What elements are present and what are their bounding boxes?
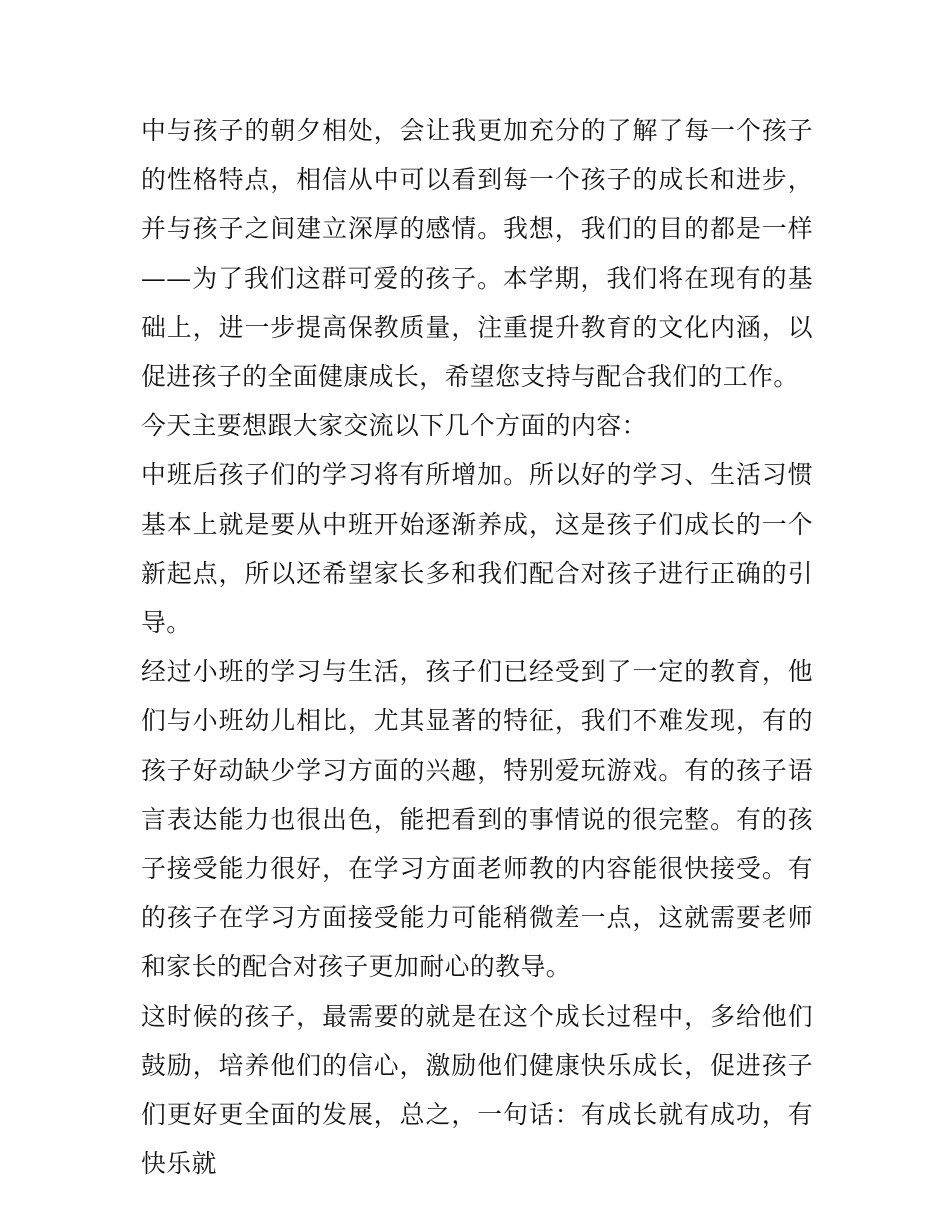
paragraph-5: 这时候的孩子，最需要的就是在这个成长过程中，多给他们鼓励，培养他们的信心，激励他们健康快乐成长，促进孩子们更好更全面的发展，总之，一句话：有成长就有成功，有快乐就 — [141, 1001, 813, 1179]
body-text — [141, 106, 813, 1188]
paragraph-1: 中与孩子的朝夕相处，会让我更加充分的了解了每一个孩子的性格特点，相信从中可以看到每一个孩子的成长和进步，并与孩子之间建立深厚的感情。我想，我们的目的都是一样——为了我们这群可爱的孩子。本学期，我们将在现有的基础上，进一步提高保教质量，注重提升教育的文化内涵，以促进孩子的全面健康成长，希望您支持与配合我们的工作。 — [141, 116, 813, 392]
paragraph-4: 经过小班的学习与生活，孩子们已经受到了一定的教育，他们与小班幼儿相比，尤其显著的特征，我们不难发现，有的孩子好动缺少学习方面的兴趣，特别爱玩游戏。有的孩子语言表达能力也很出色，能把看到的事情说的很完整。有的孩子接受能力很好，在学习方面老师教的内容能很快接受。有的孩子在学习方面接受能力可能稍微差一点，这就需要老师和家长的配合对孩子更加耐心的教导。 — [141, 657, 813, 982]
paragraph-2: 今天主要想跟大家交流以下几个方面的内容： — [141, 411, 647, 441]
paragraph-3: 中班后孩子们的学习将有所增加。所以好的学习、生活习惯基本上就是要从中班开始逐渐养成，这是孩子们成长的一个新起点，所以还希望家长多和我们配合对孩子进行正确的引导。 — [141, 460, 813, 638]
